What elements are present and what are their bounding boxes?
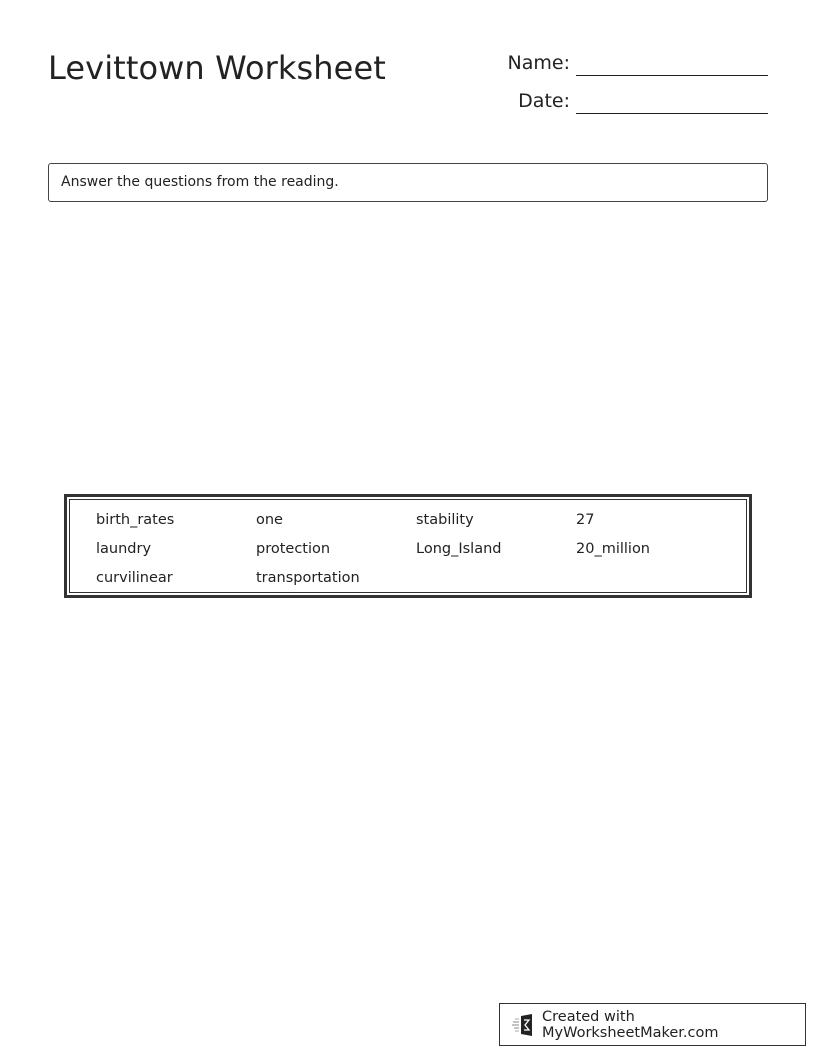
- instructions-text: Answer the questions from the reading.: [61, 174, 339, 190]
- myworksheetmaker-logo-icon: [512, 1014, 536, 1036]
- word-bank-item: Long_Island: [416, 541, 502, 557]
- name-field-row: [490, 50, 768, 76]
- name-label: Name:: [507, 52, 570, 74]
- word-bank-grid: [69, 499, 747, 593]
- created-with-text: Created with MyWorksheetMaker.com: [542, 1008, 719, 1041]
- created-with-badge[interactable]: [499, 1003, 806, 1046]
- word-bank-item: transportation: [256, 570, 360, 586]
- word-bank-item: curvilinear: [96, 570, 173, 586]
- instructions-box: [48, 163, 768, 202]
- word-bank-item: protection: [256, 541, 331, 557]
- date-field[interactable]: [576, 88, 768, 114]
- date-field-row: [490, 88, 768, 114]
- word-bank-item: birth_rates: [96, 512, 175, 528]
- worksheet-title: Levittown Worksheet: [48, 49, 386, 87]
- name-field[interactable]: [576, 50, 768, 76]
- word-bank-item: stability: [416, 512, 474, 528]
- word-bank-item: 27: [576, 512, 595, 528]
- date-label: Date:: [518, 90, 570, 112]
- word-bank-item: 20_million: [576, 541, 651, 557]
- word-bank-item: laundry: [96, 541, 152, 557]
- word-bank: [64, 494, 752, 598]
- word-bank-item: one: [256, 512, 283, 528]
